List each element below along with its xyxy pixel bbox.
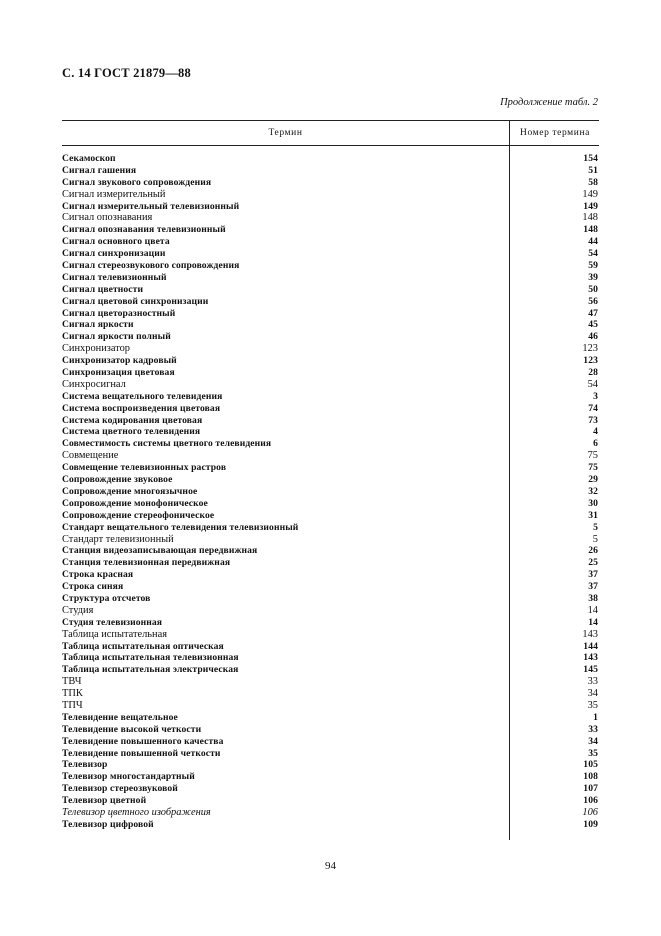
table-body bbox=[62, 146, 599, 831]
table-row bbox=[62, 795, 599, 807]
table-row bbox=[62, 308, 599, 320]
term-number-cell: 149 bbox=[583, 200, 598, 212]
term-cell: Телевидение вещательное bbox=[62, 711, 178, 723]
term-number-cell: 6 bbox=[593, 438, 598, 450]
term-cell: Телевизор цветной bbox=[62, 795, 147, 807]
term-number-cell: 38 bbox=[588, 592, 598, 604]
term-cell: ТВЧ bbox=[62, 676, 82, 688]
table-row bbox=[62, 474, 599, 486]
term-number-cell: 44 bbox=[588, 236, 598, 248]
table-row bbox=[62, 189, 599, 201]
term-number-cell: 28 bbox=[588, 367, 598, 379]
term-number-cell: 14 bbox=[587, 604, 598, 616]
term-number-cell: 149 bbox=[582, 188, 598, 200]
term-cell: Сопровождение многоязычное bbox=[62, 485, 198, 497]
table-row bbox=[62, 569, 599, 581]
term-cell: Совмещение bbox=[62, 450, 119, 462]
term-cell: Телевидение повышенного качества bbox=[62, 735, 224, 747]
table-row bbox=[62, 748, 599, 760]
table-continuation-note: Продолжение табл. 2 bbox=[500, 97, 598, 108]
term-number-cell: 108 bbox=[583, 771, 598, 783]
table-row bbox=[62, 462, 599, 474]
table-row bbox=[62, 296, 599, 308]
term-number-cell: 32 bbox=[588, 485, 598, 497]
term-number-cell: 51 bbox=[588, 164, 598, 176]
term-number-cell: 106 bbox=[582, 806, 598, 818]
term-number-cell: 34 bbox=[587, 688, 598, 700]
term-number-cell: 148 bbox=[582, 212, 598, 224]
term-cell: Таблица испытательная электрическая bbox=[62, 664, 239, 676]
term-cell: Сигнал яркости полный bbox=[62, 331, 171, 343]
term-cell: Таблица испытательная оптическая bbox=[62, 640, 224, 652]
term-number-cell: 14 bbox=[588, 616, 598, 628]
table-row bbox=[62, 236, 599, 248]
term-number-cell: 54 bbox=[587, 378, 598, 390]
term-number-cell: 105 bbox=[583, 759, 598, 771]
term-number-cell: 107 bbox=[583, 783, 598, 795]
table-row bbox=[62, 153, 599, 165]
term-number-cell: 1 bbox=[593, 711, 598, 723]
table-row bbox=[62, 415, 599, 427]
table-row bbox=[62, 771, 599, 783]
term-cell: Структура отсчетов bbox=[62, 592, 151, 604]
table-row bbox=[62, 652, 599, 664]
table-row bbox=[62, 641, 599, 653]
term-number-cell: 109 bbox=[583, 818, 598, 830]
term-cell: Сопровождение монофоническое bbox=[62, 497, 208, 509]
term-number-cell: 26 bbox=[588, 545, 598, 557]
term-number-cell: 30 bbox=[588, 497, 598, 509]
table-row bbox=[62, 664, 599, 676]
term-number-cell: 106 bbox=[583, 795, 598, 807]
term-cell: Секамоскоп bbox=[62, 153, 116, 164]
term-cell: Совмещение телевизионных растров bbox=[62, 462, 227, 474]
table-row bbox=[62, 557, 599, 569]
term-number-cell: 54 bbox=[588, 248, 598, 260]
table-row bbox=[62, 355, 599, 367]
table-row bbox=[62, 629, 599, 641]
term-cell: Сигнал телевизионный bbox=[62, 271, 167, 283]
term-cell: Сигнал опознавания bbox=[62, 212, 153, 224]
table-row bbox=[62, 783, 599, 795]
term-number-cell: 123 bbox=[583, 355, 598, 367]
term-number-cell: 47 bbox=[588, 307, 598, 319]
table-row bbox=[62, 165, 599, 177]
term-number-cell: 143 bbox=[582, 628, 598, 640]
table-row bbox=[62, 177, 599, 189]
term-cell: Телевизор многостандартный bbox=[62, 771, 195, 783]
term-cell: Совместимость системы цветного телевидения bbox=[62, 438, 272, 450]
term-cell: Стандарт вещательного телевидения телевизионный bbox=[62, 521, 299, 533]
term-cell: Сигнал цветности bbox=[62, 283, 144, 295]
term-cell: Телевизор bbox=[62, 759, 108, 771]
term-cell: Сигнал основного цвета bbox=[62, 236, 170, 248]
term-cell: Станция видеозаписывающая передвижная bbox=[62, 545, 258, 557]
table-row bbox=[62, 260, 599, 272]
term-cell: Сигнал цветоразностный bbox=[62, 307, 176, 319]
term-number-cell: 3 bbox=[593, 390, 598, 402]
table-row bbox=[62, 510, 599, 522]
term-number-cell: 143 bbox=[583, 652, 598, 664]
table-row bbox=[62, 688, 599, 700]
table-row bbox=[62, 759, 599, 771]
term-number-cell: 145 bbox=[583, 664, 598, 676]
term-number-cell: 37 bbox=[588, 569, 598, 581]
term-number-cell: 73 bbox=[588, 414, 598, 426]
term-number-cell: 4 bbox=[593, 426, 598, 438]
table-row bbox=[62, 319, 599, 331]
term-cell: Телевидение повышенной четкости bbox=[62, 747, 221, 759]
table-row bbox=[62, 391, 599, 403]
term-number-cell: 59 bbox=[588, 260, 598, 272]
table-row bbox=[62, 522, 599, 534]
table-row bbox=[62, 581, 599, 593]
term-number-cell: 25 bbox=[588, 557, 598, 569]
table-row bbox=[62, 331, 599, 343]
table-row bbox=[62, 736, 599, 748]
term-cell: Сопровождение звуковое bbox=[62, 474, 173, 486]
page-header: С. 14 ГОСТ 21879—88 bbox=[62, 66, 191, 80]
term-number-cell: 29 bbox=[588, 474, 598, 486]
term-number-cell: 33 bbox=[587, 676, 598, 688]
term-cell: Студия телевизионная bbox=[62, 616, 163, 628]
terms-table bbox=[62, 120, 599, 831]
table-row bbox=[62, 534, 599, 546]
table-row bbox=[62, 426, 599, 438]
term-cell: Система цветного телевидения bbox=[62, 426, 201, 438]
table-row bbox=[62, 343, 599, 355]
term-cell: Синхронизатор кадровый bbox=[62, 355, 177, 367]
table-row bbox=[62, 712, 599, 724]
term-cell: Строка красная bbox=[62, 569, 134, 581]
table-row bbox=[62, 272, 599, 284]
term-cell: Сигнал гашения bbox=[62, 164, 137, 176]
term-number-cell: 5 bbox=[592, 533, 598, 545]
term-cell: Строка синяя bbox=[62, 581, 124, 593]
term-cell: Таблица испытательная bbox=[62, 628, 167, 640]
term-cell: Стандарт телевизионный bbox=[62, 533, 174, 545]
term-cell: Станция телевизионная передвижная bbox=[62, 557, 231, 569]
table-row bbox=[62, 498, 599, 510]
table-row bbox=[62, 807, 599, 819]
column-header-number: Номер термина bbox=[509, 121, 600, 145]
term-number-cell: 144 bbox=[583, 640, 598, 652]
term-number-cell: 56 bbox=[588, 295, 598, 307]
term-cell: Сигнал стереозвукового сопровождения bbox=[62, 260, 240, 272]
term-number-cell: 5 bbox=[593, 521, 598, 533]
term-cell: Телевизор цифровой bbox=[62, 818, 154, 830]
term-number-cell: 35 bbox=[587, 699, 598, 711]
term-number-cell: 50 bbox=[588, 283, 598, 295]
term-number-cell: 33 bbox=[588, 723, 598, 735]
table-row bbox=[62, 545, 599, 557]
term-number-cell: 46 bbox=[588, 331, 598, 343]
table-header bbox=[62, 120, 599, 146]
term-number-cell: 34 bbox=[588, 735, 598, 747]
term-cell: Синхронизация цветовая bbox=[62, 367, 175, 379]
table-row bbox=[62, 617, 599, 629]
term-cell: Сопровождение стереофоническое bbox=[62, 509, 215, 521]
term-number-cell: 123 bbox=[582, 343, 598, 355]
term-number-cell: 58 bbox=[588, 176, 598, 188]
term-number-cell: 75 bbox=[587, 450, 598, 462]
page-number: 94 bbox=[325, 860, 336, 872]
table-row bbox=[62, 212, 599, 224]
term-cell: Сигнал цветовой синхронизации bbox=[62, 295, 209, 307]
term-cell: Система кодирования цветовая bbox=[62, 414, 203, 426]
term-cell: Сигнал звукового сопровождения bbox=[62, 176, 212, 188]
term-cell: Синхросигнал bbox=[62, 378, 126, 390]
table-row bbox=[62, 819, 599, 831]
term-cell: Сигнал синхронизации bbox=[62, 248, 166, 260]
term-number-cell: 31 bbox=[588, 509, 598, 521]
table-row bbox=[62, 605, 599, 617]
table-row bbox=[62, 724, 599, 736]
column-header-term: Термин bbox=[268, 128, 303, 138]
term-cell: Сигнал измерительный bbox=[62, 188, 166, 200]
table-row bbox=[62, 676, 599, 688]
table-row bbox=[62, 593, 599, 605]
term-number-cell: 148 bbox=[583, 224, 598, 236]
term-cell: Сигнал измерительный телевизионный bbox=[62, 200, 240, 212]
table-row bbox=[62, 486, 599, 498]
term-number-cell: 75 bbox=[588, 462, 598, 474]
table-row bbox=[62, 284, 599, 296]
term-cell: Телевизор стереозвуковой bbox=[62, 783, 178, 795]
table-row bbox=[62, 201, 599, 213]
term-cell: Телевизор цветного изображения bbox=[62, 806, 211, 818]
term-cell: Синхронизатор bbox=[62, 343, 131, 355]
table-row bbox=[62, 403, 599, 415]
term-number-cell: 45 bbox=[588, 319, 598, 331]
table-row bbox=[62, 700, 599, 712]
term-cell: Телевидение высокой четкости bbox=[62, 723, 202, 735]
term-cell: Таблица испытательная телевизионная bbox=[62, 652, 239, 664]
term-number-cell: 74 bbox=[588, 402, 598, 414]
term-cell: Студия bbox=[62, 604, 94, 616]
term-number-cell: 37 bbox=[588, 581, 598, 593]
term-cell: Сигнал яркости bbox=[62, 319, 134, 331]
term-number-cell: 154 bbox=[583, 153, 598, 164]
table-row bbox=[62, 367, 599, 379]
table-row bbox=[62, 248, 599, 260]
term-cell: ТПЧ bbox=[62, 699, 83, 711]
table-row bbox=[62, 224, 599, 236]
table-row bbox=[62, 379, 599, 391]
term-number-cell: 39 bbox=[588, 271, 598, 283]
table-row bbox=[62, 450, 599, 462]
table-row bbox=[62, 438, 599, 450]
term-cell: Сигнал опознавания телевизионный bbox=[62, 224, 226, 236]
term-cell: ТПК bbox=[62, 688, 83, 700]
term-cell: Система воспроизведения цветовая bbox=[62, 402, 221, 414]
term-number-cell: 35 bbox=[588, 747, 598, 759]
term-cell: Система вещательного телевидения bbox=[62, 390, 223, 402]
